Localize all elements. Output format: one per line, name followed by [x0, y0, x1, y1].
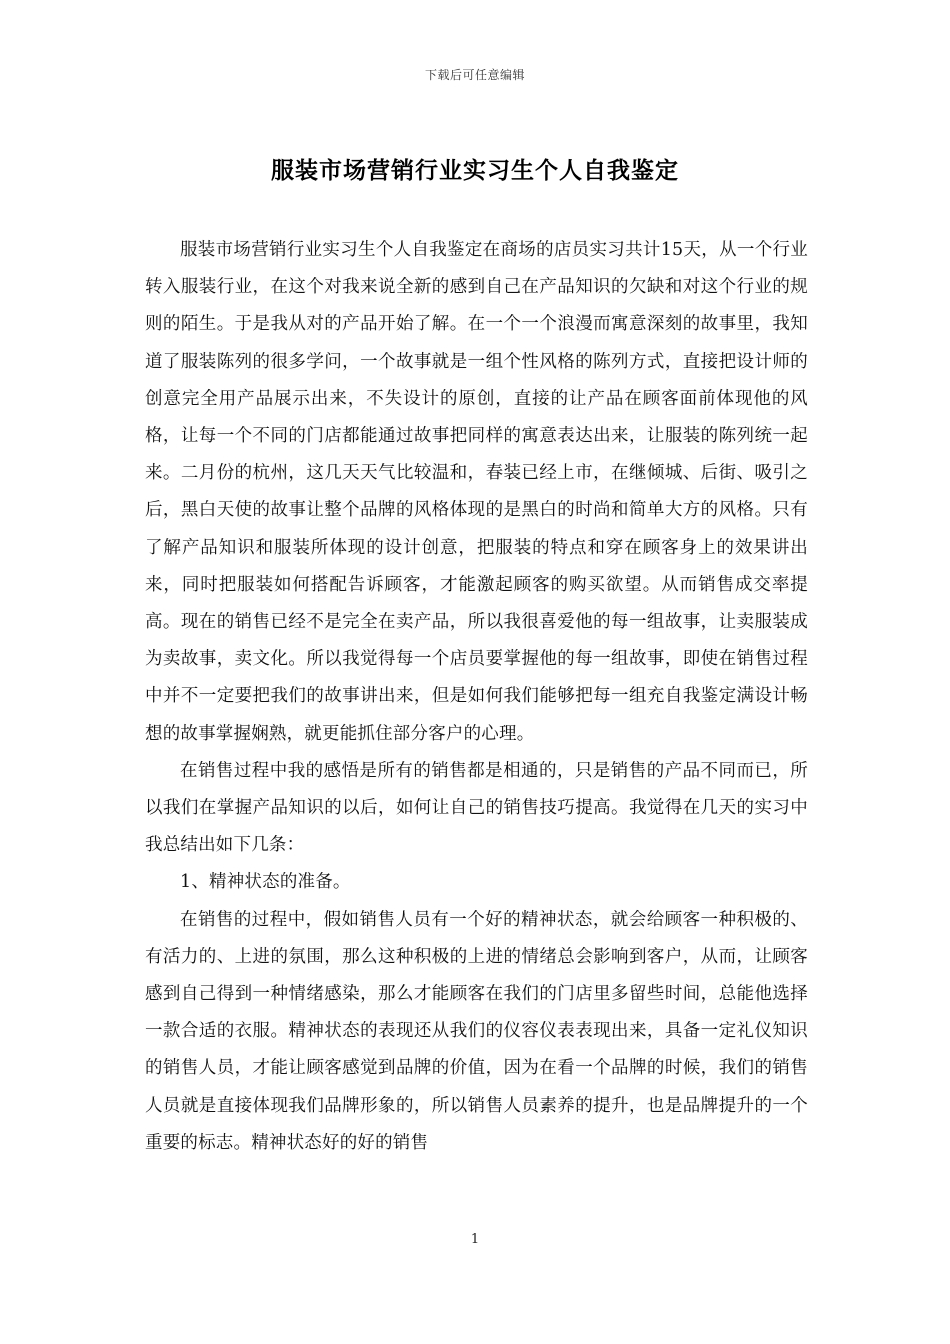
body-paragraph: 服装市场营销行业实习生个人自我鉴定在商场的店员实习共计15天，从一个行业转入服装行业，在这个对我来说全新的感到自己在产品知识的欠缺和对这个行业的规则的陌生。于是我从对的产品开始了解。在一个一个浪漫而寓意深刻的故事里，我知道了服装陈列的很多学问，一个故事就是一组个性风格的陈列方式，直接把设计师的创意完全用产品展示出来，不失设计的原创，直接的让产品在顾客面前体现他的风格，让每一个不同的门店都能通过故事把同样的寓意表达出来，让服装的陈列统一起来。二月份的杭州，这几天天气比较温和，春装已经上市，在继倾城、后街、吸引之后，黑白天使的故事让整个品牌的风格体现的是黑白的时尚和简单大方的风格。只有了解产品知识和服装所体现的设计创意，把服装的特点和穿在顾客身上的效果讲出来，同时把服装如何搭配告诉顾客，才能激起顾客的购买欲望。从而销售成交率提高。现在的销售已经不是完全在卖产品，所以我很喜爱他的每一组故事，让卖服装成为卖故事，卖文化。所以我觉得每一个店员要掌握他的每一组故事，即使在销售过程中并不一定要把我们的故事讲出来，但是如何我们能够把每一组充自我鉴定满设计畅想的故事掌握娴熟，就更能抓住部分客户的心理。: [145, 240, 808, 744]
header-note: 下载后可任意编辑: [424, 68, 525, 82]
document-title: 服装市场营销行业实习生个人自我鉴定: [271, 158, 679, 184]
body-paragraph: 1、精神状态的准备。: [180, 872, 351, 893]
document-body: [145, 232, 808, 1162]
body-paragraph: 在销售的过程中，假如销售人员有一个好的精神状态，就会给顾客一种积极的、有活力的、上进的氛围，那么这种积极的上进的情绪总会影响到客户，从而，让顾客感到自己得到一种情绪感染，那么才能顾客在我们的门店里多留些时间，总能他选择一款合适的衣服。精神状态的表现还从我们的仪容仪表表现出来，具备一定礼仪知识的销售人员，才能让顾客感觉到品牌的价值，因为在看一个品牌的时候，我们的销售人员就是直接体现我们品牌形象的，所以销售人员素养的提升，也是品牌提升的一个重要的标志。精神状态好的好的销售: [145, 909, 808, 1153]
body-paragraph: 在销售过程中我的感悟是所有的销售都是相通的，只是销售的产品不同而已，所以我们在掌握产品知识的以后，如何让自己的销售技巧提高。我觉得在几天的实习中我总结出如下几条：: [145, 760, 808, 856]
page-number: 1: [470, 1232, 480, 1247]
